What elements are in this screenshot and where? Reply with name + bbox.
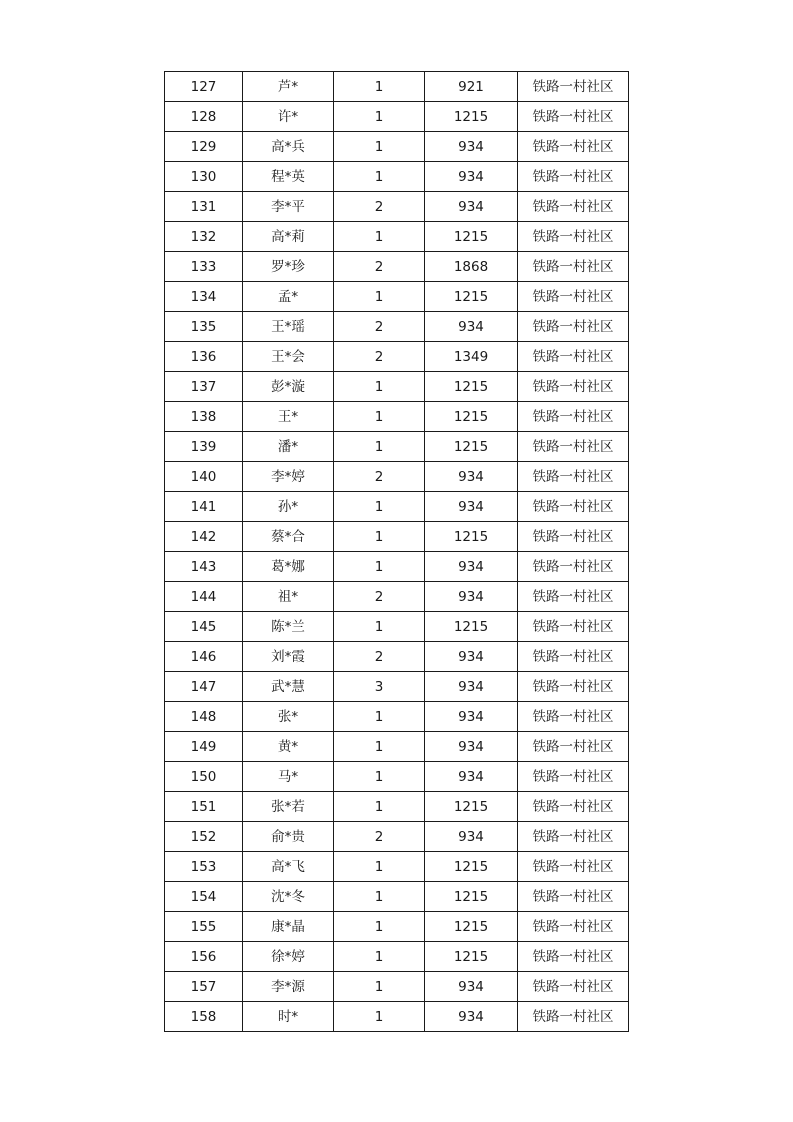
table-row (165, 942, 629, 972)
community-cell: 铁路一村社区 (518, 732, 629, 762)
household-size-cell: 1 (334, 732, 425, 762)
community-cell: 铁路一村社区 (518, 222, 629, 252)
name-cell: 葛*娜 (243, 552, 334, 582)
community-cell: 铁路一村社区 (518, 582, 629, 612)
community-cell: 铁路一村社区 (518, 882, 629, 912)
row-number-cell: 152 (165, 822, 243, 852)
row-number-cell: 145 (165, 612, 243, 642)
table-row (165, 642, 629, 672)
household-size-cell: 3 (334, 672, 425, 702)
name-cell: 蔡*合 (243, 522, 334, 552)
table-row (165, 852, 629, 882)
household-size-cell: 1 (334, 72, 425, 102)
row-number-cell: 135 (165, 312, 243, 342)
row-number-cell: 131 (165, 192, 243, 222)
name-cell: 张* (243, 702, 334, 732)
household-size-cell: 1 (334, 882, 425, 912)
community-cell: 铁路一村社区 (518, 372, 629, 402)
name-cell: 康*晶 (243, 912, 334, 942)
table-row (165, 1002, 629, 1032)
table-row (165, 582, 629, 612)
table-row (165, 162, 629, 192)
amount-cell: 1215 (425, 612, 518, 642)
amount-cell: 934 (425, 672, 518, 702)
household-size-cell: 1 (334, 942, 425, 972)
amount-cell: 1349 (425, 342, 518, 372)
table-row (165, 822, 629, 852)
row-number-cell: 153 (165, 852, 243, 882)
name-cell: 马* (243, 762, 334, 792)
amount-cell: 934 (425, 462, 518, 492)
name-cell: 王*会 (243, 342, 334, 372)
table-row (165, 522, 629, 552)
household-size-cell: 1 (334, 372, 425, 402)
table-row (165, 192, 629, 222)
household-size-cell: 1 (334, 972, 425, 1002)
name-cell: 徐*婷 (243, 942, 334, 972)
name-cell: 刘*霞 (243, 642, 334, 672)
community-cell: 铁路一村社区 (518, 402, 629, 432)
amount-cell: 934 (425, 822, 518, 852)
table-row (165, 882, 629, 912)
table-row (165, 252, 629, 282)
name-cell: 孙* (243, 492, 334, 522)
name-cell: 张*若 (243, 792, 334, 822)
community-cell: 铁路一村社区 (518, 642, 629, 672)
community-cell: 铁路一村社区 (518, 672, 629, 702)
household-size-cell: 2 (334, 822, 425, 852)
amount-cell: 1215 (425, 402, 518, 432)
community-cell: 铁路一村社区 (518, 522, 629, 552)
community-cell: 铁路一村社区 (518, 102, 629, 132)
amount-cell: 1215 (425, 432, 518, 462)
row-number-cell: 147 (165, 672, 243, 702)
household-size-cell: 2 (334, 252, 425, 282)
amount-cell: 934 (425, 762, 518, 792)
table-row (165, 672, 629, 702)
name-cell: 祖* (243, 582, 334, 612)
name-cell: 李*平 (243, 192, 334, 222)
row-number-cell: 155 (165, 912, 243, 942)
amount-cell: 1215 (425, 882, 518, 912)
amount-cell: 934 (425, 702, 518, 732)
name-cell: 彭*漩 (243, 372, 334, 402)
community-cell: 铁路一村社区 (518, 162, 629, 192)
amount-cell: 1215 (425, 942, 518, 972)
household-size-cell: 1 (334, 522, 425, 552)
amount-cell: 934 (425, 192, 518, 222)
amount-cell: 934 (425, 552, 518, 582)
amount-cell: 1215 (425, 792, 518, 822)
table-body (165, 72, 629, 1032)
row-number-cell: 130 (165, 162, 243, 192)
household-size-cell: 2 (334, 642, 425, 672)
community-cell: 铁路一村社区 (518, 612, 629, 642)
amount-cell: 1215 (425, 852, 518, 882)
community-cell: 铁路一村社区 (518, 282, 629, 312)
table-row (165, 912, 629, 942)
household-size-cell: 1 (334, 162, 425, 192)
table-row (165, 732, 629, 762)
table-row (165, 612, 629, 642)
row-number-cell: 150 (165, 762, 243, 792)
household-size-cell: 1 (334, 222, 425, 252)
row-number-cell: 129 (165, 132, 243, 162)
amount-cell: 934 (425, 1002, 518, 1032)
row-number-cell: 157 (165, 972, 243, 1002)
row-number-cell: 132 (165, 222, 243, 252)
name-cell: 芦* (243, 72, 334, 102)
name-cell: 俞*贵 (243, 822, 334, 852)
household-size-cell: 1 (334, 102, 425, 132)
row-number-cell: 136 (165, 342, 243, 372)
name-cell: 王* (243, 402, 334, 432)
name-cell: 沈*冬 (243, 882, 334, 912)
amount-cell: 934 (425, 312, 518, 342)
amount-cell: 1868 (425, 252, 518, 282)
name-cell: 高*飞 (243, 852, 334, 882)
household-size-cell: 1 (334, 852, 425, 882)
household-size-cell: 2 (334, 342, 425, 372)
amount-cell: 1215 (425, 912, 518, 942)
name-cell: 孟* (243, 282, 334, 312)
row-number-cell: 142 (165, 522, 243, 552)
community-cell: 铁路一村社区 (518, 552, 629, 582)
community-cell: 铁路一村社区 (518, 912, 629, 942)
name-cell: 程*英 (243, 162, 334, 192)
household-size-cell: 1 (334, 492, 425, 522)
row-number-cell: 151 (165, 792, 243, 822)
amount-cell: 1215 (425, 222, 518, 252)
community-cell: 铁路一村社区 (518, 192, 629, 222)
amount-cell: 1215 (425, 282, 518, 312)
table-row (165, 792, 629, 822)
amount-cell: 1215 (425, 522, 518, 552)
community-cell: 铁路一村社区 (518, 432, 629, 462)
row-number-cell: 134 (165, 282, 243, 312)
row-number-cell: 139 (165, 432, 243, 462)
row-number-cell: 127 (165, 72, 243, 102)
table-row (165, 342, 629, 372)
table-row (165, 282, 629, 312)
household-size-cell: 1 (334, 912, 425, 942)
household-size-cell: 1 (334, 702, 425, 732)
household-size-cell: 1 (334, 282, 425, 312)
community-cell: 铁路一村社区 (518, 312, 629, 342)
community-cell: 铁路一村社区 (518, 822, 629, 852)
table-row (165, 402, 629, 432)
household-size-cell: 2 (334, 462, 425, 492)
amount-cell: 934 (425, 732, 518, 762)
table-row (165, 702, 629, 732)
household-size-cell: 1 (334, 762, 425, 792)
table-row (165, 462, 629, 492)
table-row (165, 372, 629, 402)
name-cell: 李*源 (243, 972, 334, 1002)
table-row (165, 132, 629, 162)
household-size-cell: 2 (334, 312, 425, 342)
recipient-table (164, 71, 629, 1032)
name-cell: 高*莉 (243, 222, 334, 252)
amount-cell: 934 (425, 492, 518, 522)
community-cell: 铁路一村社区 (518, 342, 629, 372)
name-cell: 潘* (243, 432, 334, 462)
amount-cell: 934 (425, 582, 518, 612)
name-cell: 高*兵 (243, 132, 334, 162)
name-cell: 许* (243, 102, 334, 132)
community-cell: 铁路一村社区 (518, 132, 629, 162)
table-row (165, 552, 629, 582)
row-number-cell: 128 (165, 102, 243, 132)
name-cell: 王*瑶 (243, 312, 334, 342)
household-size-cell: 1 (334, 402, 425, 432)
row-number-cell: 148 (165, 702, 243, 732)
name-cell: 武*慧 (243, 672, 334, 702)
name-cell: 罗*珍 (243, 252, 334, 282)
table-row (165, 492, 629, 522)
row-number-cell: 149 (165, 732, 243, 762)
row-number-cell: 146 (165, 642, 243, 672)
community-cell: 铁路一村社区 (518, 462, 629, 492)
community-cell: 铁路一村社区 (518, 72, 629, 102)
household-size-cell: 1 (334, 792, 425, 822)
household-size-cell: 1 (334, 612, 425, 642)
household-size-cell: 1 (334, 132, 425, 162)
amount-cell: 934 (425, 972, 518, 1002)
household-size-cell: 1 (334, 432, 425, 462)
row-number-cell: 154 (165, 882, 243, 912)
community-cell: 铁路一村社区 (518, 492, 629, 522)
community-cell: 铁路一村社区 (518, 252, 629, 282)
community-cell: 铁路一村社区 (518, 702, 629, 732)
household-size-cell: 2 (334, 192, 425, 222)
amount-cell: 934 (425, 132, 518, 162)
row-number-cell: 158 (165, 1002, 243, 1032)
row-number-cell: 141 (165, 492, 243, 522)
amount-cell: 1215 (425, 372, 518, 402)
row-number-cell: 140 (165, 462, 243, 492)
row-number-cell: 156 (165, 942, 243, 972)
table-row (165, 762, 629, 792)
community-cell: 铁路一村社区 (518, 972, 629, 1002)
household-size-cell: 1 (334, 552, 425, 582)
table-row (165, 222, 629, 252)
community-cell: 铁路一村社区 (518, 852, 629, 882)
household-size-cell: 2 (334, 582, 425, 612)
table-row (165, 102, 629, 132)
table-row (165, 432, 629, 462)
row-number-cell: 143 (165, 552, 243, 582)
row-number-cell: 138 (165, 402, 243, 432)
amount-cell: 934 (425, 162, 518, 192)
community-cell: 铁路一村社区 (518, 792, 629, 822)
name-cell: 时* (243, 1002, 334, 1032)
community-cell: 铁路一村社区 (518, 762, 629, 792)
row-number-cell: 144 (165, 582, 243, 612)
amount-cell: 1215 (425, 102, 518, 132)
row-number-cell: 137 (165, 372, 243, 402)
name-cell: 陈*兰 (243, 612, 334, 642)
row-number-cell: 133 (165, 252, 243, 282)
table-row (165, 312, 629, 342)
household-size-cell: 1 (334, 1002, 425, 1032)
community-cell: 铁路一村社区 (518, 1002, 629, 1032)
name-cell: 黄* (243, 732, 334, 762)
name-cell: 李*婷 (243, 462, 334, 492)
table-row (165, 972, 629, 1002)
amount-cell: 921 (425, 72, 518, 102)
table-row (165, 72, 629, 102)
community-cell: 铁路一村社区 (518, 942, 629, 972)
amount-cell: 934 (425, 642, 518, 672)
